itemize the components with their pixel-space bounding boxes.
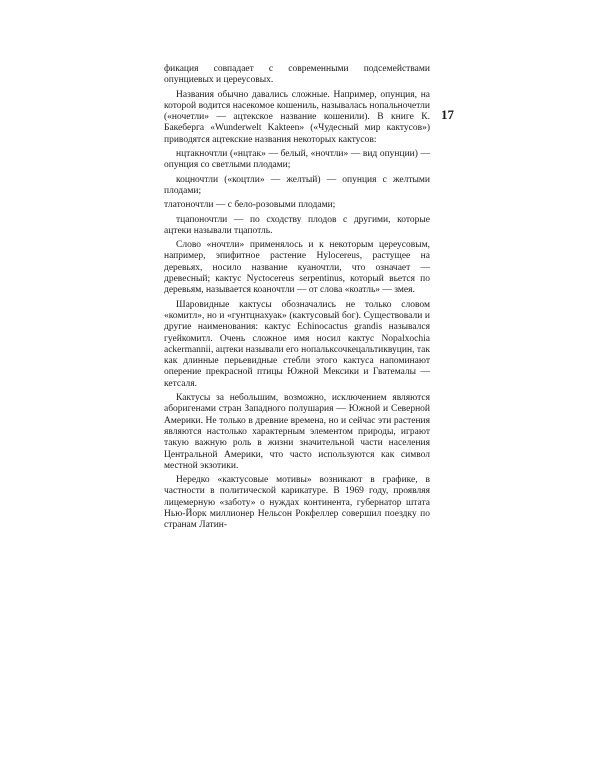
list-item-tlatonochtli: тлатоночтли — с бело-розовыми плодами; xyxy=(164,200,336,211)
page-number: 17 xyxy=(441,107,454,122)
paragraph-cactus-motifs: Нередко «кактусовые мотивы» возникают в графике, в частности в политической карикатуре. В 1969 году, проявляя лицемерную «заботу» о нуждах континента, губернатор штата Нью-Йорк миллионер Нельсон Рокфеллер совершил поездку по странам Латин- xyxy=(164,475,430,531)
paragraph-globular-cacti: Шаровидные кактусы обозначались не только словом «комитл», но и «гунтцнахуак» (кактусовый бог). Существовали и другие наименования: кактус Echinocactus grandis назывался гуейкомитл. Очень сложное имя носил кактус Nopalxochia ackermannii, ацтеки называли его нопальксочкецальтиквуцин, так как длинные перьевидные стебли этого кактуса напоминают оперение прекрасной птицы Южной Мексики и Гватемалы — кетсаля. xyxy=(164,299,430,389)
list-item-nztaknochtli: нцтакночтли («нцтак» — белый, «ночтли» — вид опунции) — опунция со светлыми плодами; xyxy=(164,149,430,171)
text-column xyxy=(164,64,430,535)
list-item-kotsnochtli: коцночтли («коцтли» — желтый) — опунция с желтыми плодами; xyxy=(164,174,430,196)
paragraph-continuation: фикация совпадает с современными подсемействами опунциевых и цереусовых. xyxy=(164,64,430,86)
paragraph-western-hemisphere: Кактусы за небольшим, возможно, исключением являются аборигенами стран Западного полушария — Южной и Северной Америки. Не только в древние времена, но и сейчас эти растения являются настолько характерным элементом природы, играют такую важную роль в жизни значительной части населения Центральной Америки, что часто используются как символ местной экзотики. xyxy=(164,393,430,471)
list-item-tsaponochtli: тцапоночтли — по сходству плодов с другими, которые ацтеки называли тцапотль. xyxy=(164,214,430,236)
paragraph-nochtli-word: Слово «ночтли» применялось и к некоторым цереусовым, например, эпифитное растение Hylocereus, растущее на деревьях, носило название куаночтли, что означает — древесный; кактус Nyctocereus serpentinus, который вьется по деревьям, называется коаночтли — от слова «коатль» — змея. xyxy=(164,240,430,296)
paragraph-aztec-names-intro: Названия обычно давались сложные. Например, опунция, на которой водится насекомое кошениль, называлась нопальночетли («ночетли» — ацтекское название кошенили). В книге К. Бакеберга «Wunderwelt Kakteen» («Чудесный мир кактусов») приводятся ацтекские названия некоторых кактусов: xyxy=(164,89,430,145)
